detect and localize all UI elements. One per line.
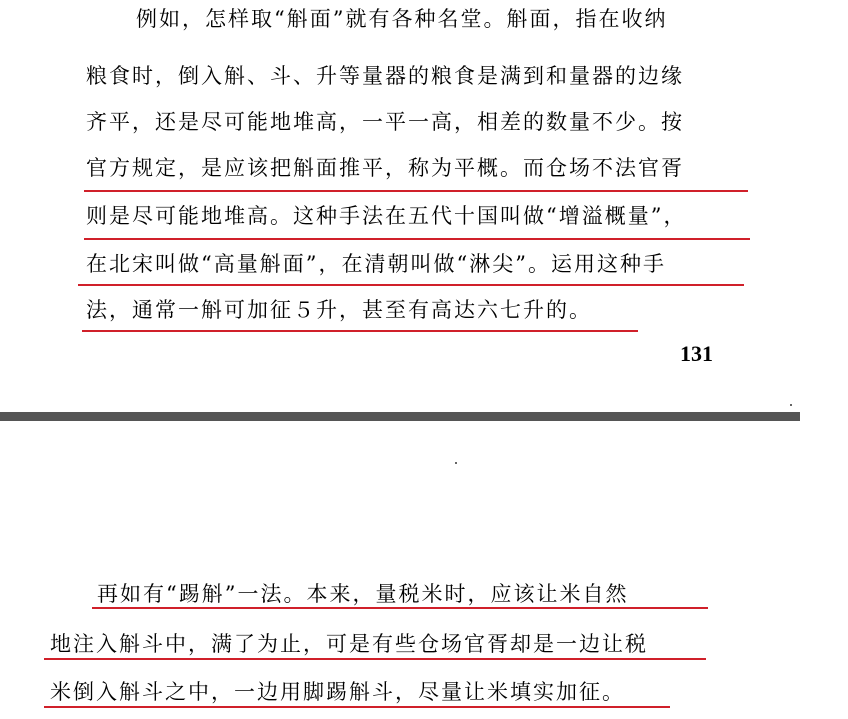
scan-speck [455, 462, 457, 464]
red-underline [82, 330, 638, 332]
scan-speck [790, 404, 792, 406]
text-line: 法，通常一斛可加征５升，甚至有高达六七升的。 [86, 298, 592, 322]
red-underline [44, 658, 706, 660]
red-underline [78, 284, 744, 286]
red-underline [92, 607, 708, 609]
text-line: 粮食时，倒入斛、斗、升等量器的粮食是满到和量器的边缘 [86, 64, 684, 88]
red-underline [84, 190, 748, 192]
page-divider [0, 412, 800, 421]
red-underline [84, 238, 750, 240]
text-line: 在北宋叫做“高量斛面”，在清朝叫做“淋尖”。运用这种手 [86, 252, 666, 276]
red-underline [44, 706, 670, 708]
text-line: 地注入斛斗中，满了为止，可是有些仓场官胥却是一边让税 [50, 632, 648, 656]
text-line: 例如，怎样取“斛面”就有各种名堂。斛面，指在收纳 [136, 7, 668, 31]
text-line: 再如有“踢斛”一法。本来，量税米时，应该让米自然 [97, 582, 629, 606]
text-line: 官方规定，是应该把斛面推平，称为平概。而仓场不法官胥 [86, 156, 684, 180]
text-line: 齐平，还是尽可能地堆高，一平一高，相差的数量不少。按 [86, 110, 684, 134]
page-number: 131 [680, 341, 713, 366]
text-line: 则是尽可能地堆高。这种手法在五代十国叫做“增溢概量”， [86, 204, 687, 228]
text-line: 米倒入斛斗之中，一边用脚踢斛斗，尽量让米填实加征。 [50, 680, 625, 704]
